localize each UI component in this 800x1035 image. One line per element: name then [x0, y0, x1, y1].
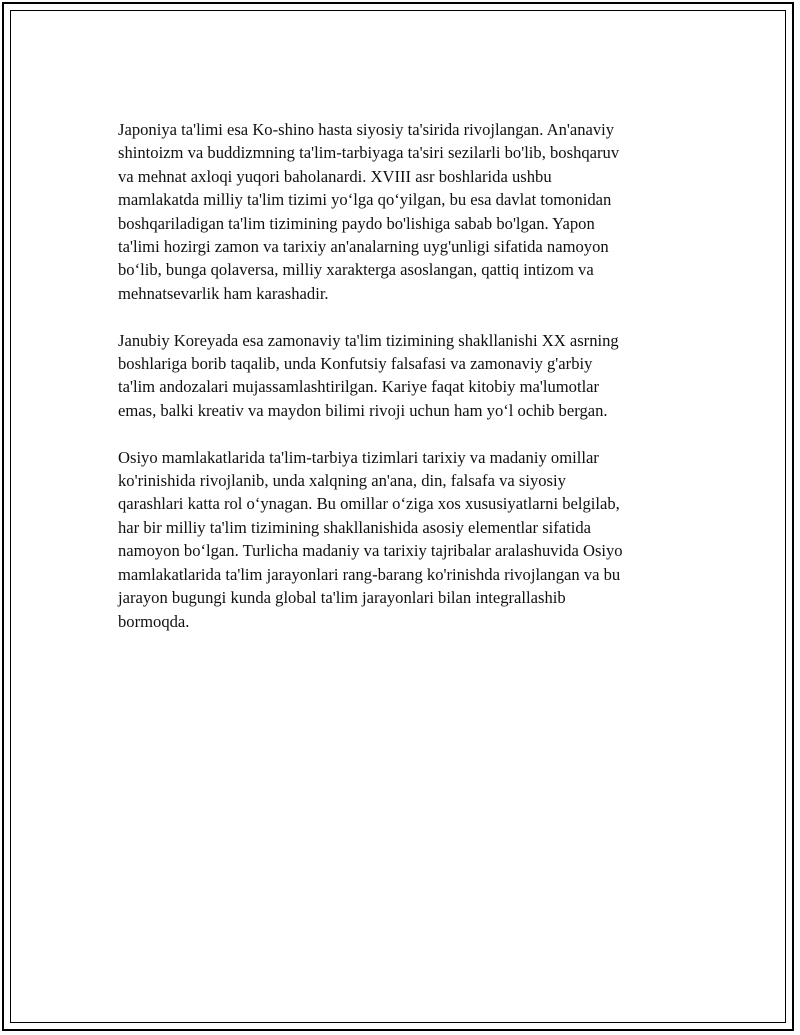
text-line: ta'lim andozalari mujassamlashtirilgan. Kariye faqat kitobiy ma'lumotlar: [118, 377, 600, 397]
text-line: namoyon bo‘lgan. Turlicha madaniy va tarixiy tajribalar aralashuvida Osiyo: [118, 541, 623, 561]
text-line: boshqariladigan ta'lim tizimining paydo bo'lishiga sabab bo'lgan. Yapon: [118, 213, 595, 233]
paragraph-japan: [118, 118, 688, 305]
text-line: jarayon bugungi kunda global ta'lim jarayonlari bilan integrallashib: [118, 588, 566, 608]
text-line: bormoqda.: [118, 611, 190, 631]
text-line: Japoniya ta'limi esa Ko-shino hasta siyosiy ta'sirida rivojlangan. An'anaviy: [118, 120, 615, 139]
text-line: har bir milliy ta'lim tizimining shakllanishida asosiy elementlar sifatida: [118, 517, 592, 537]
text-line: va mehnat axloqi yuqori baholanardi. XVIII asr boshlarida ushbu: [118, 166, 552, 186]
text-line: emas, balki kreativ va maydon bilimi rivoji uchun ham yo‘l ochib bergan.: [118, 400, 608, 420]
text-line: mamlakatlarida ta'lim jarayonlari rang-barang ko'rinishda rivojlangan va bu: [118, 564, 621, 584]
text-line: shintoizm va buddizmning ta'lim-tarbiyaga ta'siri sezilarli bo'lib, boshqaruv: [118, 143, 620, 163]
text-line: ko'rinishida rivojlanib, unda xalqning an'ana, din, falsafa va siyosiy: [118, 471, 566, 491]
text-line: mehnatsevarlik ham karashadir.: [118, 283, 329, 303]
paragraph-asia: [118, 446, 688, 633]
document-body: [118, 118, 688, 656]
text-line: ta'limi hozirgi zamon va tarixiy an'analarning uyg'unligi sifatida namoyon: [118, 237, 609, 257]
text-line: Janubiy Koreyada esa zamonaviy ta'lim tizimining shakllanishi XX asrning: [118, 330, 619, 350]
paragraph-korea: [118, 329, 688, 423]
text-line: bo‘lib, bunga qolaversa, milliy xarakterga asoslangan, qattiq intizom va: [118, 260, 594, 280]
text-line: qarashlari katta rol o‘ynagan. Bu omillar o‘ziga xos xususiyatlarni belgilab,: [118, 494, 620, 514]
text-line: mamlakatda milliy ta'lim tizimi yo‘lga qo‘yilgan, bu esa davlat tomonidan: [118, 190, 612, 210]
text-line: Osiyo mamlakatlarida ta'lim-tarbiya tizimlari tarixiy va madaniy omillar: [118, 447, 599, 467]
text-line: boshlariga borib taqalib, unda Konfutsiy falsafasi va zamonaviy g'arbiy: [118, 354, 593, 374]
